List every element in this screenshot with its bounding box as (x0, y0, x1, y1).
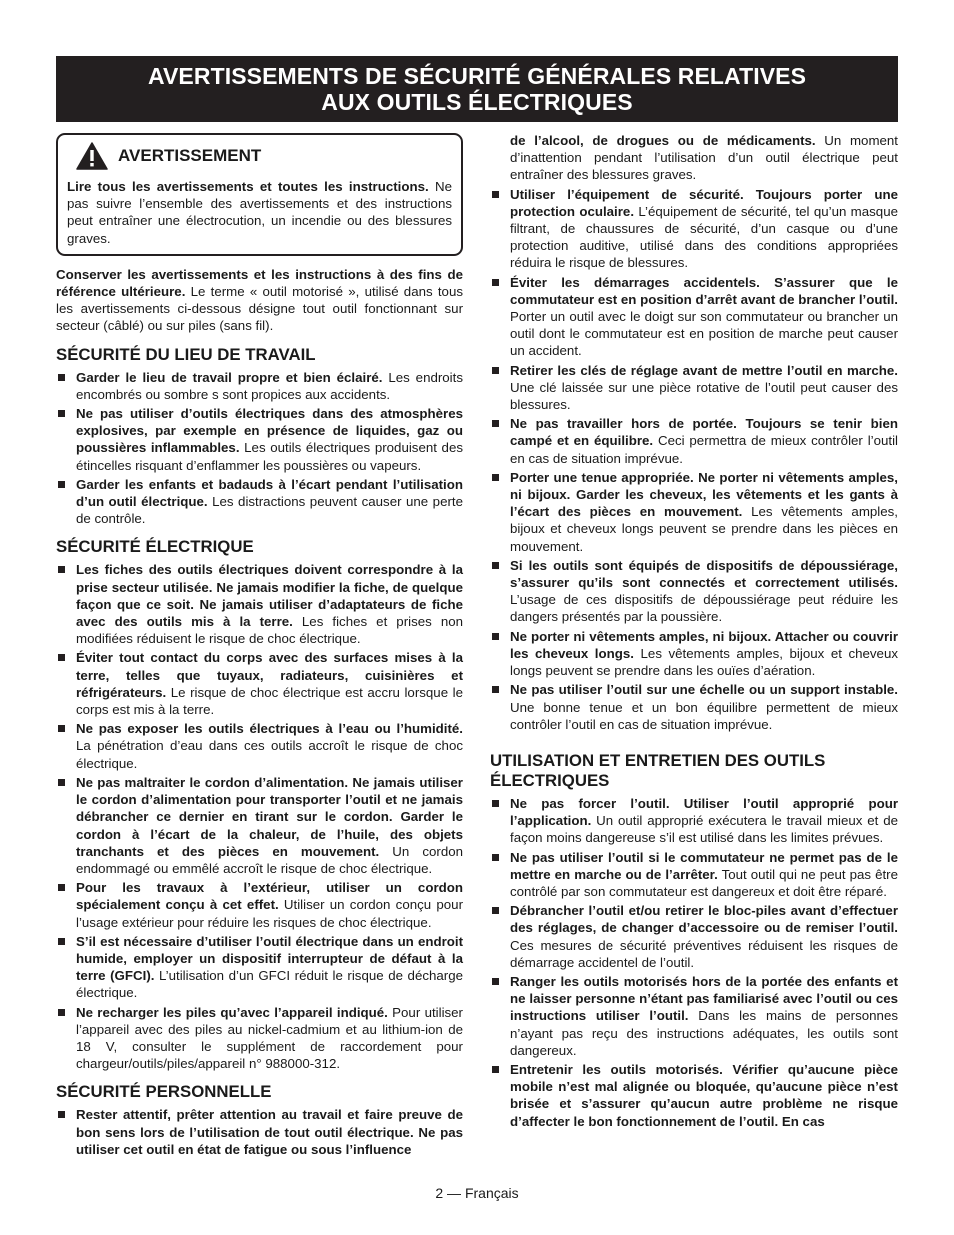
item-text: L’usage de ces dispositifs de dépoussiérage peut réduire les dangers présentés par la poussière. (510, 592, 898, 625)
item-text: L’équipement de sécurité, tel qu’un masque filtrant, de chaussures de sécurité, d’un casque ou d’une protection auditive, utilisé dans des conditions appropriées réduira le risque de blessures. (510, 203, 898, 271)
right-column (490, 132, 898, 1132)
list-item (56, 879, 463, 931)
left-column (56, 132, 463, 1160)
list-item (490, 902, 898, 971)
item-bold: Ne pas utiliser l’outil si le commutateur ne permet pas de le mettre en marche ou de l’arrêter. (510, 849, 898, 882)
item-text: Utiliser un cordon conçu pour l’usage extérieur pour réduire les risques de choc électrique. (76, 897, 463, 930)
warning-bold: Lire tous les avertissements et toutes les instructions. (67, 179, 429, 194)
item-bold: Entretenir les outils motorisés. Vérifier qu’aucune pièce mobile n’est mal alignée ou bloquée, qu’aucune pièce n’est brisée et s’assurer qu’aucun autre problème ne risque d’affecter le bon fonctionnement de l’outil. En cas (510, 1061, 898, 1129)
list-item (490, 186, 898, 272)
bullet-square-icon (492, 633, 499, 640)
item-text: La pénétration d’eau dans ces outils accroît le risque de choc électrique. (76, 738, 463, 771)
item-bold: Rester attentif, prêter attention au travail et faire preuve de bon sens lors de l’utilisation de tout outil électrique. Ne pas utiliser cet outil en état de fatigue ou sous l’influence (76, 1107, 463, 1157)
bullet-square-icon (492, 420, 499, 427)
intro-body: Le terme « outil motorisé », utilisé dans tous les avertissements ci-dessous désigne tout outil fonctionnant sur secteur (câblé) ou sur piles (sans fil). (56, 284, 463, 334)
list-item (490, 1061, 898, 1130)
item-bold: Garder le lieu de travail propre et bien éclairé. (76, 369, 383, 385)
list-item (56, 1106, 463, 1158)
item-text: L’utilisation d’un GFCI réduit le risque de décharge électrique. (76, 968, 463, 1001)
item-text: Ceci permettra de mieux contrôler l’outil en cas de situation imprévue. (510, 433, 898, 466)
list-personal (490, 186, 898, 733)
list-item (56, 476, 463, 528)
list-item-continuation (490, 132, 898, 184)
list-item (56, 369, 463, 403)
item-bold: Ne pas travailler hors de portée. Toujours se tenir bien campé et en équilibre. (510, 416, 898, 449)
item-bold: Pour les travaux à l’extérieur, utiliser un cordon spécialement conçu à cet effet. (76, 880, 463, 913)
list-item (490, 469, 898, 555)
item-text: Les distractions peuvent causer une perte de contrôle. (76, 494, 463, 527)
list-item (490, 415, 898, 467)
list-item (490, 681, 898, 733)
item-text: Pour utiliser l’appareil avec des piles au nickel-cadmium et au lithium-ion de 18 V, consulter le supplément de raccordement pour chargeur/outils/piles/appareil n° 988000-312. (76, 1004, 463, 1072)
item-text: Les outils électriques produisent des étincelles risquant d’enflammer les poussières ou vapeurs. (76, 440, 463, 473)
warning-body: Ne pas suivre l’ensemble des avertissements et des instructions peut entraîner une électrocution, un incendie ou des blessures graves. (67, 179, 452, 246)
list-item (490, 362, 898, 414)
warning-heading (67, 142, 452, 170)
item-text: Les endroits encombrés ou sombre s sont propices aux accidents. (76, 369, 463, 402)
page-title-line-1: AVERTISSEMENTS DE SÉCURITÉ GÉNÉRALES RELATIVES (147, 63, 807, 89)
item-text: Porter un outil avec le doigt sur son commutateur ou brancher un outil dont le commutateur est en position de marche peut causer un accident. (510, 309, 898, 359)
item-bold: de l’alcool, de drogues ou de médicaments. (510, 133, 816, 148)
bullet-square-icon (492, 854, 499, 861)
bullet-square-icon (58, 779, 65, 786)
bullet-square-icon (492, 978, 499, 985)
warning-title: AVERTISSEMENT (118, 146, 262, 166)
bullet-square-icon (58, 566, 65, 573)
bullet-square-icon (58, 884, 65, 891)
bullet-square-icon (58, 654, 65, 661)
bullet-square-icon (58, 481, 65, 488)
list-item (56, 720, 463, 772)
list-item (56, 1004, 463, 1073)
bullet-square-icon (492, 279, 499, 286)
page-title-bar (56, 56, 898, 122)
item-bold: Éviter tout contact du corps avec des surfaces mises à la terre, telles que tuyaux, radiateurs, cuisinières et réfrigérateurs. (76, 650, 463, 700)
item-text: Un outil approprié exécutera le travail mieux et de façon moins dangereuse s’il est utilisé dans les limites prévues. (510, 813, 898, 846)
list-item (56, 774, 463, 877)
intro-paragraph (56, 266, 463, 335)
item-text: Une clé laissée sur une pièce rotative de l’outil peut causer des blessures. (510, 379, 898, 413)
bullet-square-icon (58, 725, 65, 732)
item-text: Les vêtements amples, bijoux et cheveux longs peuvent se prendre dans les ouïes d’aération. (510, 645, 898, 679)
bullet-square-icon (58, 1009, 65, 1016)
item-bold: Porter une tenue appropriée. Ne porter ni vêtements amples, ni bijoux. Garder les cheveux, les vêtements et les gants à l’écart des pièces en mouvement. (510, 469, 898, 520)
item-text: Ces mesures de sécurité préventives réduisent les risques de démarrage accidentel de l’outil. (510, 937, 898, 970)
item-text: Les fiches et prises non modifiées réduisent le risque de choc électrique. (76, 614, 464, 647)
bullet-square-icon (58, 374, 65, 381)
item-bold: Garder les enfants et badauds à l’écart pendant l’utilisation d’un outil électrique. (76, 476, 463, 510)
item-bold: Débrancher l’outil et/ou retirer le bloc-piles avant d’effectuer des réglages, de changer d’accessoire ou de remiser l’outil. (510, 903, 898, 936)
bullet-square-icon (492, 474, 499, 481)
page-title-line-2: AUX OUTILS ÉLECTRIQUES (321, 89, 633, 115)
list-tool-use (490, 795, 898, 1130)
list-item (56, 561, 463, 647)
list-item (490, 274, 898, 360)
item-bold: Ne pas forcer l’outil. Utiliser l’outil approprié pour l’application. (510, 795, 898, 829)
item-bold: Ne pas maltraiter le cordon d’alimentation. Ne jamais utiliser le cordon d’alimentation pour transporter l’outil et ne jamais débrancher ce dernier en tirant sur le cordon. Garder le cordon à l’écart de la chaleur, de l’huile, des objets tranchants et des pièces en mouvement. (76, 774, 463, 859)
heading-tool-use: UTILISATION ET ENTRETIEN DES OUTILS ÉLECTRIQUES (490, 750, 826, 790)
bullet-square-icon (492, 800, 499, 807)
list-item (56, 933, 463, 1002)
item-text: Un cordon endommagé ou emmêlé accroît le risque de choc électrique. (76, 843, 464, 876)
item-bold: Éviter les démarrages accidentels. S’assurer que le commutateur est en position d’arrêt avant de brancher l’outil. (510, 274, 898, 307)
item-bold: Ranger les outils motorisés hors de la portée des enfants et ne laisser personne n’étant pas familiarisé avec l’outil ou ces instructions utiliser l’outil. (510, 973, 898, 1024)
list-item (56, 649, 463, 718)
warning-triangle-icon (76, 142, 108, 170)
bullet-square-icon (58, 938, 65, 945)
bullet-square-icon (492, 907, 499, 914)
item-bold: Si les outils sont équipés de dispositifs de dépoussiérage, s’assurer qu’ils sont connectés et correctement utilisés. (510, 557, 898, 591)
list-electrical (56, 561, 463, 1072)
list-work-area (56, 369, 463, 528)
list-item (490, 557, 898, 626)
item-bold: Les fiches des outils électriques doivent correspondre à la prise secteur utilisée. Ne jamais modifier la fiche, de quelque façon que ce soit. Ne jamais utiliser d’adaptateurs de fiche avec des outils mis à la terre. (76, 562, 463, 630)
list-item (490, 973, 898, 1059)
item-bold: Retirer les clés de réglage avant de mettre l’outil en marche. (510, 362, 898, 378)
warning-box (56, 133, 463, 256)
heading-work-area: SÉCURITÉ DU LIEU DE TRAVAIL (56, 344, 316, 364)
item-bold: Ne porter ni vêtements amples, ni bijoux. Attacher ou couvrir les cheveux longs. (510, 628, 898, 661)
warning-text (67, 178, 452, 247)
item-bold: Ne pas exposer les outils électriques à l’eau ou l’humidité. (76, 721, 463, 737)
item-text: Un moment d’inattention pendant l’utilisation d’un outil électrique peut entraîner des blessures graves. (510, 133, 899, 183)
page-footer: 2 — Français (435, 1185, 519, 1201)
list-item (490, 628, 898, 680)
item-bold: Ne recharger les piles qu’avec l’appareil indiqué. (76, 1004, 388, 1020)
item-bold: S’il est nécessaire d’utiliser l’outil électrique dans un endroit humide, employer un dispositif interrupteur de défaut à la terre (GFCI). (76, 933, 463, 984)
bullet-square-icon (492, 367, 499, 374)
heading-electrical: SÉCURITÉ ÉLECTRIQUE (56, 537, 254, 557)
bullet-square-icon (58, 410, 65, 417)
item-text: Les vêtements amples, bijoux et cheveux longs peuvent se prendre dans les pièces en mouvement. (510, 504, 898, 554)
item-text: Une bonne tenue et un bon équilibre permettent de mieux contrôler l’outil en cas de situation imprévue. (510, 699, 898, 732)
list-item (490, 849, 898, 901)
item-text: Le risque de choc électrique est accru lorsque le corps est mis à la terre. (76, 684, 463, 718)
list-item (490, 795, 898, 847)
item-bold: Utiliser l’équipement de sécurité. Toujours porter une protection oculaire. (510, 186, 898, 219)
heading-personal: SÉCURITÉ PERSONNELLE (56, 1082, 272, 1102)
bullet-square-icon (492, 686, 499, 693)
item-text: Dans les mains de personnes n’ayant pas reçu des instructions adéquates, les outils sont dangereux. (510, 1008, 898, 1058)
bullet-square-icon (58, 1111, 65, 1118)
bullet-square-icon (492, 562, 499, 569)
list-item (56, 405, 463, 474)
item-bold: Ne pas utiliser l’outil sur une échelle ou un support instable. (510, 682, 898, 698)
item-bold: Ne pas utiliser d’outils électriques dans des atmosphères explosives, par exemple en présence de liquides, gaz ou poussières inflammables. (76, 406, 463, 456)
list-personal-start (56, 1106, 463, 1158)
intro-bold: Conserver les avertissements et les instructions à des fins de référence ultérieure. (56, 266, 463, 300)
bullet-square-icon (492, 1066, 499, 1073)
item-text: Tout outil qui ne peut pas être contrôlé par son commutateur est dangereux et doit être réparé. (510, 866, 898, 899)
bullet-square-icon (492, 191, 499, 198)
